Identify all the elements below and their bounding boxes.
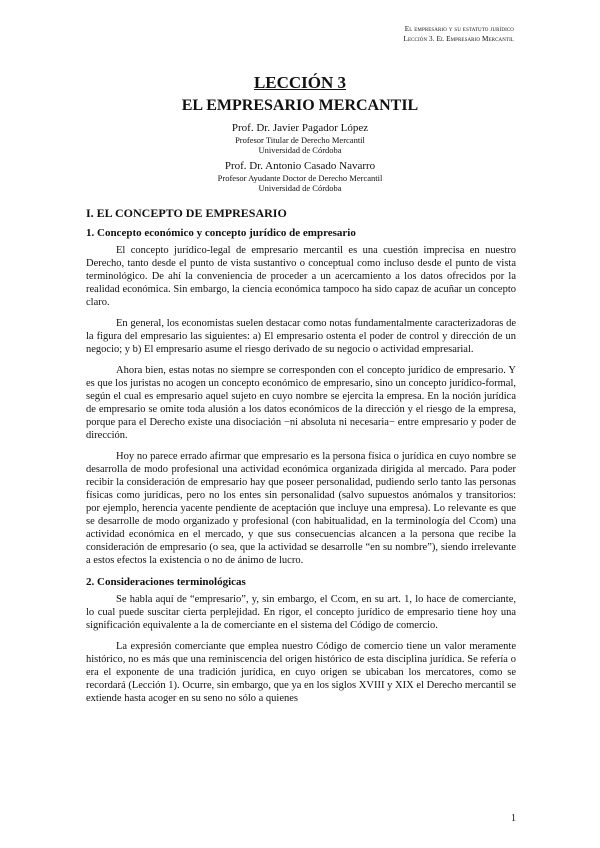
author-role-1: Profesor Titular de Derecho Mercantil: [235, 135, 365, 145]
paragraph: Ahora bien, estas notas no siempre se corresponden con el concepto jurídico de empresario. Y es que los juristas no acogen un concepto económico de empresario, sino un concepto jurídico-formal, según el cual es empresario aquel sujeto en cuyo nombre se ejercita la empresa. En la noción jurídica de empresario se omite toda alusión a los datos económicos de la dirección y el riesgo de la empresa, porque para el Derecho existe una disociación −ni absoluta ni necesaria− entre empresario y poder de dirección.: [86, 365, 516, 441]
paragraph: Hoy no parece errado afirmar que empresario es la persona física o jurídica en cuyo nombre se desarrolla de modo profesional una actividad económica organizada dirigida al mercado. Para poder recibir la consideración de empresario hay que poseer personalidad, pudiendo serlo tanto las personas físicas como jurídicas, pero no los entes sin personalidad (salvo supuestos anómalos y transitorios: por ejemplo, herencia yacente pendiente de aceptación que incluye una empresa). Lo relevante es que se desarrolle de modo organizado y profesional (con habitualidad, en la terminología del Ccom) una actividad económica en el mercado, y que sus consecuencias alcancen a la persona que recibe la consideración de empresario (o sea, que la actividad se desarrolle “en su nombre”), siendo irrelevante a estos efectos la existencia o no de ánimo de lucro.: [86, 451, 516, 566]
author-name-2: Prof. Dr. Antonio Casado Navarro: [224, 160, 376, 172]
chapter-title: EL EMPRESARIO MERCANTIL: [181, 97, 419, 114]
running-header: [403, 24, 514, 44]
subsection-heading-2: 2. Consideraciones terminológicas: [86, 576, 246, 588]
author-role-2: Profesor Ayudante Doctor de Derecho Mercantil: [217, 173, 383, 183]
lesson-title: LECCIÓN 3: [253, 73, 347, 92]
paragraph: La expresión comerciante que emplea nuestro Código de comercio tiene un valor meramente histórico, no es más que una reminiscencia del origen histórico de esta disciplina jurídica. Se refería o era el exponente de una tradición jurídica, en cuyo origen se ubicaban los mercatores, como se recordará (Lección 1). Ocurre, sin embargo, que ya en los siglos XVIII y XIX el Derecho mercantil se extiende hasta acoger en su seno no sólo a quienes: [86, 641, 516, 704]
author-university-2: Universidad de Córdoba: [258, 183, 342, 193]
title-block: [80, 73, 520, 193]
running-header-line1: El empresario y su estatuto jurídico: [404, 25, 514, 33]
document-body: [86, 206, 516, 713]
paragraph: En general, los economistas suelen destacar como notas fundamentalmente caracterizadoras de la figura del empresario las siguientes: a) El empresario ostenta el poder de control y dirección de un negocio; y b) El empresario asume el riesgo derivado de su negocio o actividad empresarial.: [86, 318, 516, 355]
author-university-1: Universidad de Córdoba: [258, 145, 342, 155]
paragraph: El concepto jurídico-legal de empresario mercantil es una cuestión imprecisa en nuestro Derecho, tanto desde el punto de vista sustantivo o conceptual como incluso desde el punto de vista terminológico. De ahí la conveniencia de proceder a un acercamiento a los datos ofrecidos por la realidad económica. Sin embargo, la ciencia económica tampoco ha sido capaz de acuñar un concepto claro.: [86, 245, 516, 308]
author-name-1: Prof. Dr. Javier Pagador López: [231, 122, 369, 134]
running-header-line2: Lección 3. El Empresario Mercantil: [403, 35, 514, 43]
section-heading: I. EL CONCEPTO DE EMPRESARIO: [86, 206, 287, 220]
page-number: 1: [511, 813, 516, 824]
paragraph: Se habla aquí de “empresario”, y, sin embargo, el Ccom, en su art. 1, lo hace de comerciante, lo cual puede suscitar cierta perplejidad. En rigor, el concepto jurídico de empresario tiene hoy una significación equivalente a la de comerciante en el sistema del Código de comercio.: [86, 594, 516, 631]
subsection-heading-1: 1. Concepto económico y concepto jurídico de empresario: [86, 227, 356, 239]
